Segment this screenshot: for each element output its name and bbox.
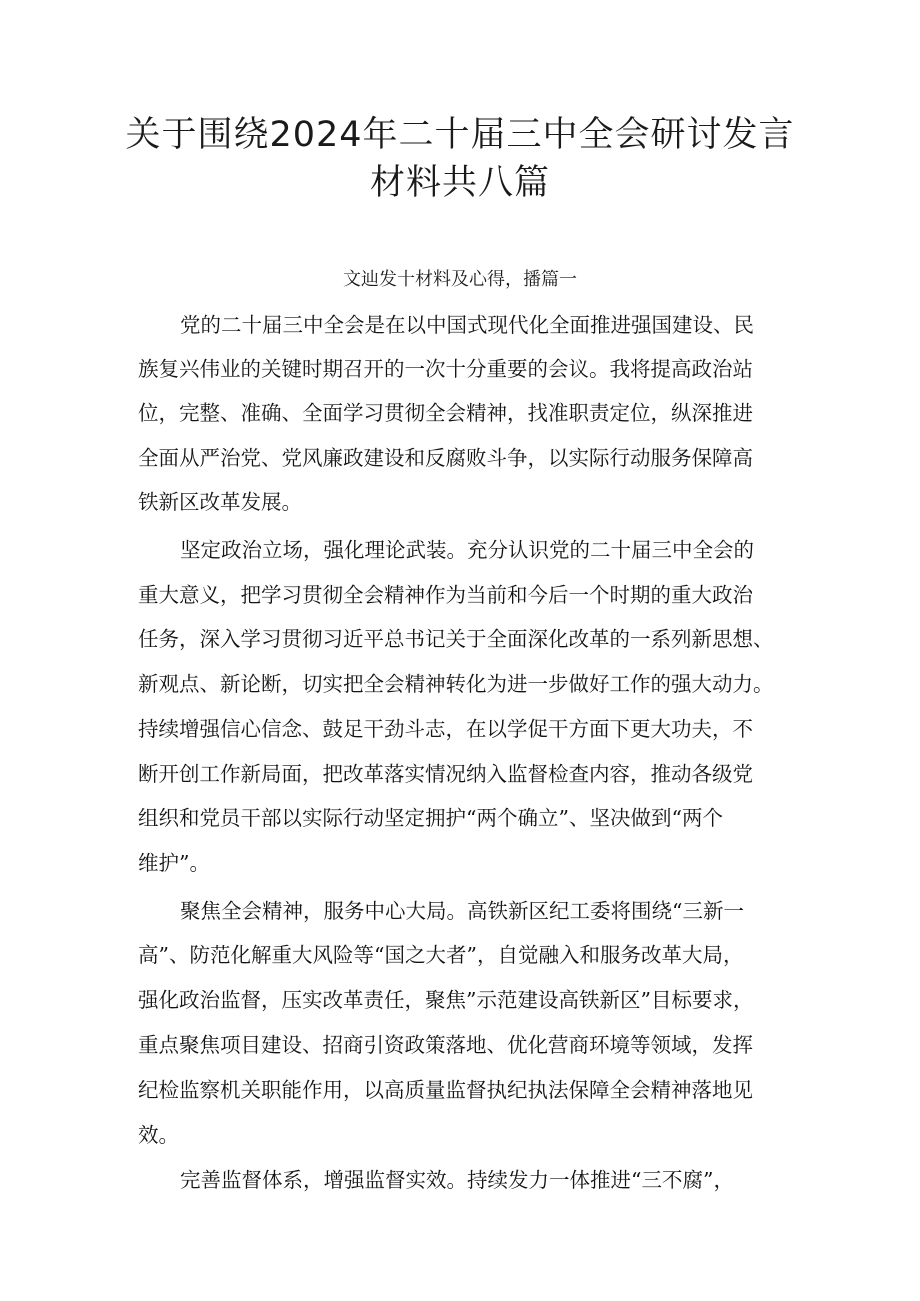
text-line: 强化政治监督，压实改革责任，聚焦”示范建设高铁新区”目标要求， [138,988,754,1012]
text-line: 持续增强信心信念、鼓足干劲斗志，在以学促干方面下更大功夫，不 [138,717,753,741]
text-line: 组织和党员干部以实际行动坚定拥护“两个确立”、坚决做到“两个 [138,806,723,830]
text-line: 重大意义，把学习贯彻全会精神作为当前和今后一个时期的重大政治 [138,583,753,607]
text-line: 任务，深入学习贯彻习近平总书记关于全面深化改革的一系列新思想、 [138,627,774,651]
document-subtitle: 文辿发十材料及心得，播篇一 [343,269,577,290]
text-line: 坚定政治立场，强化理论武装。充分认识党的二十届三中全会的 [180,538,754,562]
text-line: 断开创工作新局面，把改革落实情况纳入监督检查内容，推动各级党 [138,762,753,786]
text-line: 党的二十届三中全会是在以中国式现代化全面推进强国建设、民 [180,313,754,337]
text-line: 完善监督体系，增强监督实效。持续发力一体推进“三不腐”， [180,1168,734,1192]
text-line: 族复兴伟业的关键时期召开的一次十分重要的会议。我将提高政治站 [138,357,753,381]
text-line: 铁新区改革发展。 [138,490,302,514]
text-line: 全面从严治党、党风廉政建设和反腐败斗争，以实际行动服务保障高 [138,446,753,470]
text-line: 聚焦全会精神，服务中心大局。高铁新区纪工委将围绕“三新一 [180,899,744,923]
text-line: 新观点、新论断，切实把全会精神转化为进一步做好工作的强大动力。 [138,672,774,696]
document-title-line-2: 材料共八篇 [369,163,550,203]
text-line: 纪检监察机关职能作用，以高质量监督执纪执法保障全会精神落地见 [138,1078,753,1102]
text-line: 维护”。 [138,851,210,875]
document-title-line-1: 关于围绕2024年二十届三中全会研讨发言 [125,115,795,155]
text-line: 高”、防范化解重大风险等“国之大者”，自觉融入和服务改革大局， [138,943,744,967]
text-line: 重点聚焦项目建设、招商引资政策落地、优化营商环境等领域，发挥 [138,1033,753,1057]
text-line: 位，完整、准确、全面学习贯彻全会精神，找准职责定位，纵深推进 [138,401,753,425]
text-line: 效。 [138,1123,179,1147]
